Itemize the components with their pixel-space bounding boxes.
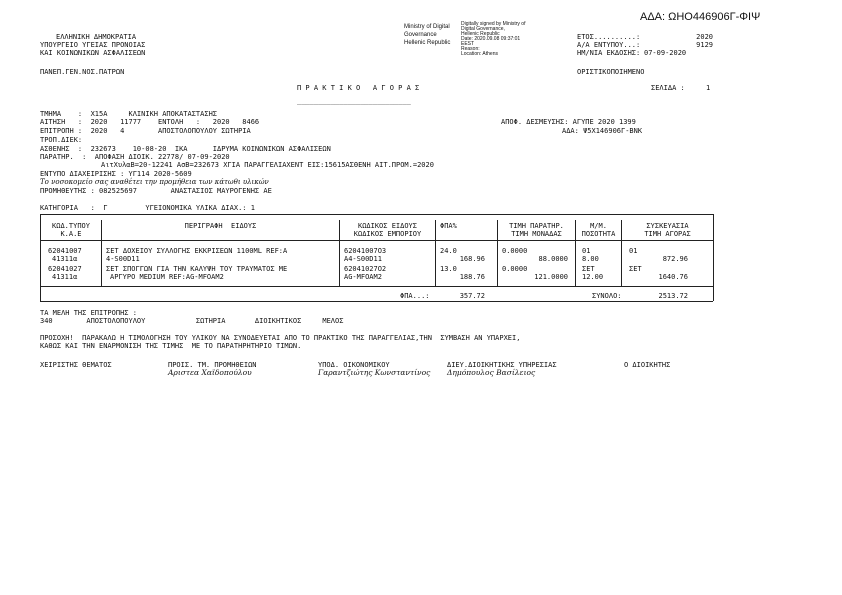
signature-detail-6: Reason: <box>461 46 480 52</box>
header-package: ΣΥΣΚΕΥΑΣΙΑ <box>646 222 689 230</box>
name-admin-director: Δημόπουλος Βασίλειος <box>447 368 536 377</box>
name-procurement-head: Αριστεα Χαϊδοπούλου <box>168 368 252 377</box>
row-description-cont: ΑΡΓΥΡΟ MEDIUM REF:AG-MFOAM2 <box>110 273 224 281</box>
header-unit-price: ΤΙΜΗ ΜΟΝΑΔΑΣ <box>511 230 562 238</box>
row-trade-code: AG-MFOAM2 <box>344 273 382 281</box>
header-quantity: ΠΟΣΟΤΗΤΑ <box>581 230 616 238</box>
org-line-1: ΕΛΛΗΝΙΚΗ ΔΗΜΟΚΡΑΤΙΑ <box>56 33 137 41</box>
signature-detail-7: Location: Athens <box>461 51 498 57</box>
name-finance-deputy: Γαραντζιώτης Κωνσταντίνος <box>318 368 431 377</box>
table-header-border <box>40 240 713 241</box>
notice-line-1: ΠΡΟΣΟΧΗ! ΠΑΡΑΚΑΛΩ Η ΤΙΜΟΛΟΓΗΣΗ ΤΟΥ ΥΛΙΚΟΥ ΝΑ ΣΥΝΟΔΕΥΕΤΑΙ ΑΠΟ ΤΟ ΠΡΑΚΤΙΚΟ ΤΗΣ ΠΑΡΑΓΓΕΛΙΑΣ,ΤΗΝ ΣΥΜΒΑΣΗ ΑΝ ΥΠΑΡΧΕΙ, <box>40 334 521 342</box>
org-line-3: ΚΑΙ ΚΟΙΝΩΝΙΚΩΝ ΑΣΦΑΛΙΣΕΩΝ <box>40 49 146 57</box>
page-label: ΣΕΛΙΔΑ : <box>651 84 685 92</box>
hospital-name: ΠΑΝΕΠ.ΓΕΝ.ΝΟΣ.ΠΑΤΡΩΝ <box>40 68 125 76</box>
table-right-border <box>713 214 714 301</box>
row-kae: 41311α <box>52 255 78 263</box>
row-vat: 24.0 <box>440 247 457 255</box>
aa-label: Α/Α ΕΝΤΥΠΟΥ...: <box>577 41 641 49</box>
fpa-label: ΦΠΑ...: <box>400 292 430 300</box>
tmima-line: ΤΜΗΜΑ : Χ15Α ΚΛΙΝΙΚΗ ΑΠΟΚΑΤΑΣΤΑΣΗΣ <box>40 110 218 118</box>
aitisi-line: ΑΙΤΗΣΗ : 2020 11777 ΕΝΤΟΛΗ : 2020 8466 <box>40 118 260 126</box>
row-kae: 41311α <box>52 273 78 281</box>
header-description: ΠΕΡΙΓΡΑΦΗ ΕΙΔΟΥΣ <box>184 222 257 230</box>
table-body-border <box>40 286 713 287</box>
row-ref-price: 0.0000 <box>502 247 528 255</box>
row-description-cont: 4-S00D11 <box>106 255 140 263</box>
trop-diek-line: ΤΡΟΠ.ΔΙΕΚ: <box>40 136 83 144</box>
apof-desm-line: ΑΠΟΦ. ΔΕΣΜΕΥΣΗΣ: ΑΓΥΠΕ 2020 1399 <box>501 118 636 126</box>
row-unit: ΣΕΤ <box>582 265 595 273</box>
role-handler: ΧΕΙΡΙΣΤΗΣ ΘΕΜΑΤΟΣ <box>40 361 112 369</box>
row-code: 62041007 <box>48 247 82 255</box>
committee-member: 340 ΑΠΟΣΤΟΛΟΠΟΥΛΟΥ ΣΩΤΗΡΙΑ ΔΙΟΙΚΗΤΙΚΟΣ ΜΕΛΟΣ <box>40 317 344 325</box>
signature-line-2: Governance <box>404 32 437 38</box>
header-ref-price: ΤΙΜΗ ΠΑΡΑΤΗΡ. <box>509 222 564 230</box>
row-unit-price: 88.0000 <box>538 255 568 263</box>
assignment-note: Το νοσοκομείο σας αναθέτει την προμήθεια των κάτωθι υλικών <box>40 178 269 186</box>
promitheutis-line: ΠΡΟΜΗΘΕΥΤΗΣ : 082525697 ΑΝΑΣΤΑΣΙΟΣ ΜΑΥΡΟΓΕΝΗΣ ΑΕ <box>40 187 272 195</box>
org-line-2: ΥΠΟΥΡΓΕΙΟ ΥΓΕΙΑΣ ΠΡΟΝΟΙΑΣ <box>40 41 146 49</box>
committee-label: ΤΑ ΜΕΛΗ ΤΗΣ ΕΠΙΤΡΟΠΗΣ : <box>40 309 137 317</box>
role-procurement-head: ΠΡΟΙΣ. ΤΜ. ΠΡΟΜΗΘΕΙΩΝ <box>168 361 257 369</box>
paratir-line-2: ΑιτΧυλαΒ=20-12241 ΑσΒ=232673 ΧΓΙΑ ΠΑΡΑΓΓΕΛΙΑΧΕΝΤ ΕΙΣ:15615ΑΣΘΕΝΗ ΑΙΤ.ΠΡΟΜ.=2020 <box>101 161 434 169</box>
aa-value: 9129 <box>696 41 713 49</box>
header-unit: Μ/Μ. <box>590 222 607 230</box>
header-kae: Κ.Α.Ε <box>60 230 82 238</box>
row-vat-amount: 168.96 <box>459 255 485 263</box>
signature-detail-2: Digital Governance, <box>461 26 505 32</box>
row-description: ΣΕΤ ΣΠΟΓΓΩΝ ΓΙΑ ΤΗΝ ΚΑΛΥΨΗ ΤΟΥ ΤΡΑΥΜΑΤΟΣ ΜΕ <box>106 265 288 273</box>
header-trade-code: ΚΩΔΙΚΟΣ ΕΜΠΟΡΙΟΥ <box>353 230 422 238</box>
ada-secondary: ΑΔΑ: Ψ5Χ146906Γ-ΒΝΚ <box>562 127 643 135</box>
row-unit-price: 121.0000 <box>534 273 568 281</box>
ada-code: ΑΔΑ: ΩΗΟ446906Γ-ΦΙΨ <box>640 11 761 23</box>
status-badge: ΟΡΙΣΤΙΚΟΠΟΙΗΜΕΝΟ <box>577 68 645 76</box>
signature-line-1: Ministry of Digital <box>404 24 450 30</box>
row-quantity: 8.00 <box>582 255 599 263</box>
row-description: ΣΕΤ ΔΟΧΕΙΟΥ ΣΥΛΛΟΓΗΣ ΕΚΚΡΙΣΕΩΝ 1100ML REF:A <box>106 247 288 255</box>
row-code: 62041027 <box>48 265 82 273</box>
row-purchase-price: 872.96 <box>662 255 688 263</box>
table-top-border <box>40 214 713 215</box>
epitropi-line: ΕΠΙΤΡΟΠΗ : 2020 4 ΑΠΟΣΤΟΛΟΠΟΥΛΟΥ ΣΩΤΗΡΙΑ <box>40 127 251 135</box>
notice-line-2: ΚΑΘΩΣ ΚΑΙ ΤΗΝ ΕΝΑΡΜΟΝΙΣΗ ΤΗΣ ΤΙΜΗΣ ΜΕ ΤΟ ΠΑΡΑΤΗΡΗΤΗΡΙΟ ΤΙΜΩΝ. <box>40 342 302 350</box>
header-purchase-price: ΤΙΜΗ ΑΓΟΡΑΣ <box>644 230 691 238</box>
page-title: Π Ρ Α Κ Τ Ι Κ Ο Α Γ Ο Ρ Α Σ <box>297 84 420 92</box>
row-package: 01 <box>629 247 638 255</box>
total-label: ΣΥΝΟΛΟ: <box>592 292 622 300</box>
col-divider-3 <box>435 220 436 286</box>
paratir-line: ΠΑΡΑΤΗΡ. : ΑΠΟΦΑΣΗ ΔΙΟΙΚ. 22778/ 07-09-2020 <box>40 153 230 161</box>
row-package: ΣΕΤ <box>629 265 642 273</box>
date-label: ΗΜ/ΝΙΑ ΕΚΔΟΣΗΣ: <box>577 49 641 57</box>
role-admin-director: ΔΙΕΥ.ΔΙΟΙΚΗΤΙΚΗΣ ΥΠΗΡΕΣΙΑΣ <box>447 361 557 369</box>
row-quantity: 12.00 <box>582 273 604 281</box>
etos-label: ΕΤΟΣ..........: <box>577 33 641 41</box>
role-finance-deputy: ΥΠΟΔ. ΟΙΚΟΝΟΜΙΚΟΥ <box>318 361 390 369</box>
row-vat: 13.0 <box>440 265 457 273</box>
row-trade-code: A4-S00D11 <box>344 255 382 263</box>
signature-detail-5: EEST <box>461 41 475 47</box>
row-vat-amount: 188.76 <box>459 273 485 281</box>
grand-total: 2513.72 <box>658 292 688 300</box>
etos-value: 2020 <box>696 33 713 41</box>
role-governor: Ο ΔΙΟΙΚΗΤΗΣ <box>624 361 671 369</box>
header-item-code: ΚΩΔΙΚΟΣ ΕΙΔΟΥΣ <box>357 222 417 230</box>
fpa-total: 357.72 <box>459 292 485 300</box>
row-ref-price: 0.0000 <box>502 265 528 273</box>
table-bottom-border <box>40 301 713 302</box>
date-value: 07-09-2020 <box>644 49 687 57</box>
header-code: ΚΩΔ.ΤΥΠΟΥ <box>52 222 90 230</box>
row-item-code: 62041007Ο3 <box>344 247 387 255</box>
row-purchase-price: 1640.76 <box>658 273 688 281</box>
signature-detail-4: Date: 2020.09.08 09:37:01 <box>461 36 521 42</box>
row-unit: 01 <box>582 247 591 255</box>
signature-line-3: Hellenic Republic <box>404 40 451 46</box>
title-underline: ___________________________ <box>297 97 411 105</box>
header-vat: ΦΠΑ% <box>440 222 457 230</box>
asthenis-line: ΑΣΘΕΝΗΣ : 232673 10-08-20 ΙΚΑ ΙΔΡΥΜΑ ΚΟΙΝΩΝΙΚΩΝ ΑΣΦΑΛΙΣΕΩΝ <box>40 145 331 153</box>
katigoria-line: ΚΑΤΗΓΟΡΙΑ : Γ ΥΓΕΙΟΝΟΜΙΚΑ ΥΛΙΚΑ ΔΙΑΧ.: 1 <box>40 204 255 212</box>
page-number: 1 <box>706 84 711 92</box>
signature-detail-3: Hellenic Republic <box>461 31 500 37</box>
signature-detail-1: Digitally signed by Ministry of <box>461 21 526 27</box>
entypo-line: ΕΝΤΥΠΟ ΔΙΑΧΕΙΡΙΣΗΣ : ΥΓ114 2020-5609 <box>40 170 192 178</box>
row-item-code: 62041027Ο2 <box>344 265 387 273</box>
